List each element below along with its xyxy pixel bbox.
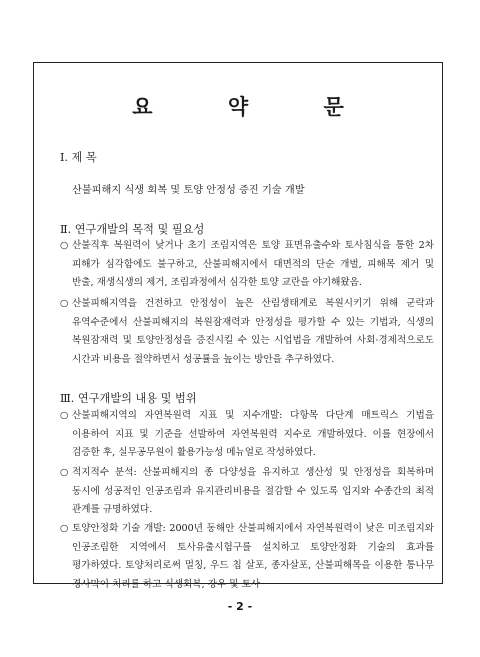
bullet-mark: ○ <box>60 523 69 534</box>
bullet-text: 산불피해지역의 자연복원력 지표 및 지수개발: 다항목 다단계 매트릭스 기법을 이용하여 지표 및 기준을 선발하여 자연복원력 지수로 개발하였다. 이를 현장에서 검증한 후, 실무공무원이 활용가능성 메뉴얼로 작성하였다. <box>72 410 434 459</box>
bullet-text: 산불피해지역을 건전하고 안정성이 높은 산림생태계로 복원시키기 위해 군락과 유역수준에서 산불피해지의 복원잠재력과 안정성을 평가할 수 있는 기법과, 식생의 복원잠재력 및 토양안정성을 증진시킬 수 있는 시업법을 개발하여 사회·경제적으로도 시간과 비용을 절약하면서 성공률을 높이는 방안을 추구하였다. <box>72 298 434 365</box>
section-heading-purpose: Ⅱ. 연구개발의 목적 및 필요성 <box>60 223 205 236</box>
section-heading-scope: Ⅲ. 연구개발의 내용 및 범위 <box>60 392 197 405</box>
bullet-text: 산불직후 복원력이 낮거나 초기 조림지역은 토양 표면유출수와 토사침식을 통한 2차 피해가 심각함에도 불구하고, 산불피해지에서 대면적의 단순 개벌, 피해목 제거 및 반출, 재생식생의 제거, 조림과정에서 심각한 토양 교란을 야기해왔음. <box>72 240 434 289</box>
page-title: 요 약 문 <box>132 94 378 119</box>
bullet-mark: ○ <box>60 467 69 478</box>
section-heading-subject: Ⅰ. 제 목 <box>60 151 97 164</box>
bullet-text: 토양안정화 기술 개발: 2000년 동해안 산불피해지에서 자연복원력이 낮은 미조림지와 인공조림한 지역에서 토사유출시험구를 설치하고 토양안정화 기술의 효과를 평가하였다. 토양처리로써 멀칭, 우드 칩 살포, 종자살포, 산불피해목을 이용한 통나무 경사막이 처리를 하고 식생회복, 강우 및 토사 <box>72 523 434 590</box>
subject-text: 산불피해지 식생 회복 및 토양 안정성 증진 기술 개발 <box>72 185 305 196</box>
purpose-bullet-1 <box>60 237 434 293</box>
scope-bullet-1 <box>60 407 434 463</box>
bullet-text: 적지적수 분석: 산불피해지의 종 다양성을 유지하고 생산성 및 안정성을 회복하며 동시에 성공적인 인공조림과 유지관리비용을 절감할 수 있도록 입지와 수종간의 최적 관계를 규명하였다. <box>72 467 434 516</box>
summary-frame <box>33 62 443 590</box>
scope-bullet-2 <box>60 464 434 520</box>
purpose-bullet-2 <box>60 295 434 369</box>
bullet-mark: ○ <box>60 410 69 421</box>
page-number: - 2 - <box>227 600 253 613</box>
bullet-mark: ○ <box>60 240 69 251</box>
bullet-mark: ○ <box>60 298 69 309</box>
scope-bullet-3 <box>60 520 434 594</box>
